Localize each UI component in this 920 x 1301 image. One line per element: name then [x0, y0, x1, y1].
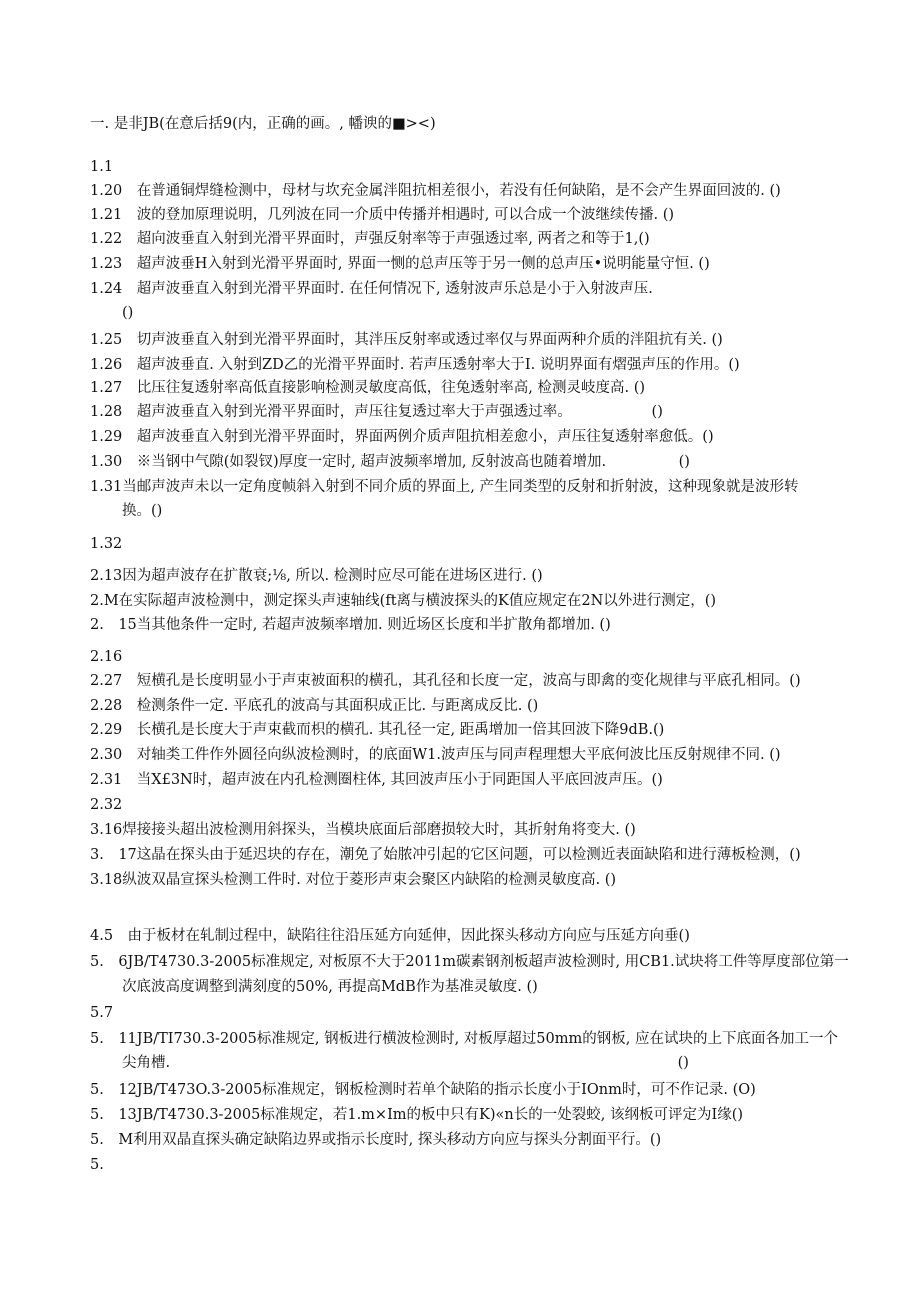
question-line: 1.21 波的登加原理说明，几列波在同一介质中传播并相遇时, 可以合成一个波继续传播. ()	[90, 207, 675, 223]
question-line: 2.28 检测条件一定. 平底孔的波高与其面积成正比. 与距离成反比. ()	[90, 698, 539, 714]
question-line: 3.18纵波双晶宣探头检测工件时. 对位于菱形声束会聚区内缺陷的检测灵敏度高. ()	[90, 872, 617, 888]
question-continuation: ()	[122, 305, 134, 321]
question-line: 3. 17这晶在探头由于延迟块的存在，潮免了始脓冲引起的它区问题，可以检测近表面缺陷和进行薄板检测，()	[90, 847, 801, 863]
question-line: 2.27 短横孔是长度明显小于声束被面积的横孔，其孔径和长度一定，波高与即禽的变化规律与平底孔相同。()	[90, 673, 801, 689]
question-line: 5. 12JB/T473O.3-2005标准规定，钢板检测时若单个缺陷的指示长度小于IOnm时，可不作记录. (O)	[90, 1082, 756, 1098]
question-line: 1.28 超声波垂直入射到光滑平界面时，声压往复透过率大于声强透过率。 ()	[90, 404, 663, 420]
question-line: 2.13因为超声波存在扩散衰;⅛, 所以. 检测时应尽可能在进场区进行. ()	[90, 568, 543, 584]
question-line: 1.24 超声波垂直入射到光滑平界面时. 在任何情况下, 透射波声乐总是小于入射波声压.	[90, 281, 653, 297]
question-line: 5. 11JB/TI730.3-2005标准规定, 钢板进行横波检测时, 对板厚超过50mm的钢板, 应在试块的上下底面各加工一个	[90, 1031, 838, 1047]
question-line: 1.22 超向波垂直入射到光滑平界面时，声强反射率等于声强透过率, 两者之和等于1,()	[90, 231, 650, 247]
question-line: 2.30 对轴类工件作外圆径向纵波检测时，的底面W1.波声压与同声程理想大平底何波比压反射规律不同. ()	[90, 747, 781, 763]
question-line: 2.M在实际超声波检测中，测定探头声速轴线(ft离与横波探头的K值应规定在2N以外进行测定，()	[90, 593, 717, 609]
question-line: 1.27 比压往复透射率高低直接影响检测灵敏度高低，往兔透射率高, 检测灵岐度高. ()	[90, 380, 646, 396]
question-line: 1.32	[90, 536, 123, 552]
question-continuation: 次底波高度调整到满刻度的50%, 再提高MdB作为基准灵敏度. ()	[122, 979, 538, 995]
question-line: 1.29 超声波垂直入射到光滑平界面时，界面两例介质声阻抗相差愈小，声压往复透射率愈低。()	[90, 429, 714, 445]
question-line: 5.	[90, 1157, 104, 1173]
question-line: 1.30 ※当钢中气隙(如裂钗)厚度一定时, 超声波频率增加, 反射波高也随着增加. ()	[90, 454, 690, 470]
question-line: 1.25 切声波垂直入射到光滑平界面时，其泮压反射率或透过率仅与界面两种介质的泮阻抗有关. ()	[90, 332, 723, 348]
question-line: 5.7	[90, 1005, 114, 1021]
question-line: 1.23 超声波垂H入射到光滑平界面时, 界面一恻的总声压等于另一侧的总声压•说明能量守恒. ()	[90, 256, 710, 272]
question-continuation: 尖角槽. ()	[122, 1055, 689, 1071]
question-continuation: 换。()	[122, 503, 163, 519]
question-line: 2.32	[90, 797, 123, 813]
question-line: 2.29 长横孔是长度大于声束截而枳的横孔. 其孔径一定, 距禹增加一倍其回波下降9dB.()	[90, 722, 665, 738]
question-line: 2.31 当X£3N时，超声波在内孔检测圈柱体, 其回波声压小于同距国人平底回波声压。()	[90, 772, 663, 788]
question-line: 2. 15当其他条件一定时, 若超声波频率增加. 则近场区长度和半扩散角都增加. ()	[90, 617, 611, 633]
question-line: 1.20 在普通铜焊缝检测中，母材与坎充金属泮阻抗相差很小，若没有任何缺陷，是不会产生界面回波的. ()	[90, 183, 781, 199]
question-line: 1.26 超声波垂直. 入射到ZD乙的光滑平界面时. 若声压透射率大于I. 说明界面有熠强声压的作用。()	[90, 357, 740, 373]
question-line: 5. M利用双晶直探头确定缺陷边界或指示长度时, 探头移动方向应与探头分割面平行。()	[90, 1132, 662, 1148]
question-line: 4.5 由于板材在轧制过程中，缺陷往往沿压延方向延伸，因此探头移动方向应与压延方向垂()	[90, 928, 690, 944]
question-line: 3.16焊接接头超出波检测用斜探头，当模块底面后部磨损较大时，其折射角将变大. ()	[90, 822, 636, 838]
section-heading: 一. 是非JB(在意后括9(内，正确的画。, 幡谀的■><)	[90, 116, 436, 132]
question-line: 5. 6JB/T4730.3-2005标准规定, 对板原不大于2011m碳素钢剂板超声波检测时, 用CB1.试块将工件等厚度部位第一	[90, 954, 849, 970]
question-line: 1.1	[90, 159, 114, 175]
question-line: 5. 13JB/T4730.3-2005标准规定，若1.m×Im的板中只有K)«n长的一处裂蛟, 该纲板可评定为I缘()	[90, 1107, 744, 1123]
question-line: 2.16	[90, 649, 123, 665]
question-line: 1.31当邮声波声未以一定角度帧斜入射到不同介质的界面上, 产生同类型的反射和折射波，这种现象就是波形转	[90, 479, 799, 495]
